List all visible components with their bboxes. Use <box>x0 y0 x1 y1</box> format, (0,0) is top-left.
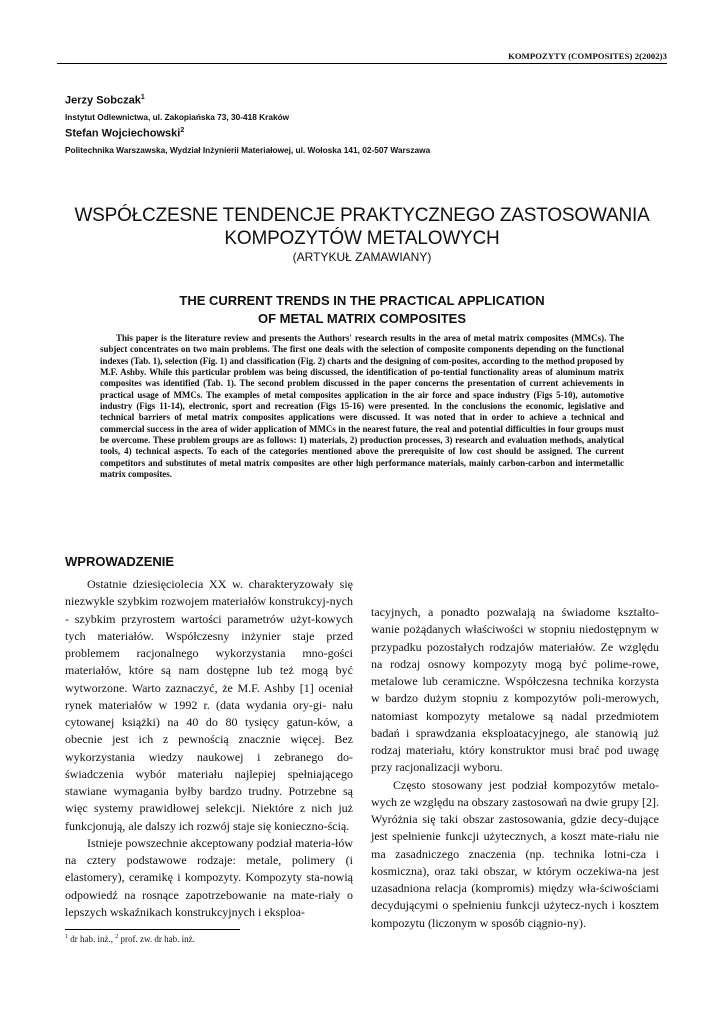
author-mark-2: 2 <box>180 127 185 134</box>
title-line-1: WSPÓŁCZESNE TENDENCJE PRAKTYCZNEGO ZASTOSOWANIA <box>74 205 650 226</box>
footnote <box>65 934 195 944</box>
left-column <box>65 576 353 921</box>
english-title-line-1: THE CURRENT TRENDS IN THE PRACTICAL APPLICATION <box>179 293 545 308</box>
body-paragraph: tacyjnych, a ponadto pozwalają na świadome kształto-wanie pożądanych właściwości w stopniu niedostępnym w przypadku pozostałych rodzajów materiałów. Ze względu na rodzaj osnowy kompozyty mogą być polime-rowe, metalowe lub ceramiczne. Współczesna technika korzysta w bardzo dużym stopniu z kompozytów poli-merowych, natomiast kompozyty metalowe są nadal przedmiotem badań i sprawdzania eksploatacyjnego, ale stanowią już rodzaj materiału, który konstruktor musi brać pod uwagę przy racjonalizacji wyboru. <box>371 605 659 775</box>
journal-header: KOMPOZYTY (COMPOSITES) 2(2002)3 <box>508 51 667 61</box>
footnote-text-2: prof. zw. dr hab. inż. <box>118 934 195 944</box>
body-paragraph: Istnieje powszechnie akceptowany podział materia-łów na cztery podstawowe rodzaje: metale, polimery (i elastomery), ceramikę i kompozyty. Kompozyty sta-nowią odpowiedź na rosnące zapotrzebowanie na mate-riały o lepszych wskaźnikach konstrukcyjnych i eksploa- <box>65 835 353 919</box>
title-subtitle: (ARTYKUŁ ZAMAWIANY) <box>292 250 432 264</box>
english-title-line-2: OF METAL MATRIX COMPOSITES <box>258 311 466 326</box>
author-name-2: Stefan Wojciechowski$^2$ <box>65 127 185 140</box>
footnote-mark-2: 2 <box>115 934 119 940</box>
author-mark-1: 1 <box>140 94 145 101</box>
author-affiliation-2: Politechnika Warszawska, Wydział Inżynierii Materiałowej, ul. Wołoska 141, 02-507 Warszawa <box>65 145 431 155</box>
right-column <box>371 604 659 932</box>
body-paragraph: Często stosowany jest podział kompozytów metalo-wych ze względu na obszary zastosowań na dwie grupy [2]. Wyróżnia się taki obszar zastosowania, gdzie decy-dujące jest spełnienie funkcji użytecznych, a koszt mate-riału nie ma zasadniczego znaczenia (np. technika lotni-cza i kosmiczna), oraz taki obszar, w którym oczekiwa-na jest uzasadniona relacja (kompromis) między wła-ściwościami decydującymi o spełnieniu funkcji użytecz-nych i kosztem kompozytu (liczonym w sposób ciągnio-ny). <box>371 777 659 930</box>
section-heading: WPROWADZENIE <box>65 554 175 569</box>
header-rule <box>57 63 667 64</box>
footnote-mark-1: 1 <box>65 934 68 940</box>
title-line-2: KOMPOZYTÓW METALOWYCH <box>224 228 500 249</box>
footnote-rule <box>65 929 240 930</box>
body-paragraph: Ostatnie dziesięciolecia XX w. charakteryzowały się niezwykle szybkim rozwojem materiałów konstrukcyj-nych - szybkim przyrostem wartości parametrów użyt-kowych tych materiałów. Współczesny inżynier staje przed problemem racjonalnego wykorzystania mno-gości materiałów, które są nam dostępne lub też mogą być wytworzone. Warto zaznaczyć, że M.F. Ashby [1] oceniał rynek materiałów w 1992 r. (data wydania ory-gi- nału cytowanej książki) na 40 do 80 tysięcy gatun-ków, a obecnie jest ich z pewnością znacznie więcej. Bez wykorzystania wiedzy naukowej i zebranego do-świadczenia wybór materiału najlepiej spełniającego stawiane wymagania byłby bardzo trudny. Potrzebne są więc systemy prawidłowej selekcji. Niektóre z nich już funkcjonują, ale dalszy ich rozwój staje się konieczno-ścią. <box>65 577 353 833</box>
footnote-text-1: dr hab. inż., <box>68 934 116 944</box>
abstract: This paper is the literature review and presents the Authors' research results in the area of metal matrix composites (MMCs). The subject concentrates on two main problems. The first one deals with the selection of composite components depending on the functional indexes (Tab. 1), selection (Fig. 1) and classification (Fig. 2) charts and the designing of com-posites, according to the method proposed by M.F. Ashby. While this particular problem was being discussed, the identification of po-tential functionality areas of aluminum matrix composites was identified (Tab. 1). The second problem discussed in the paper concerns the presentation of current achievements in practical usage of MMCs. The examples of metal composites application in the air force and space industry (Figs 5-10), automotive industry (Figs 11-14), electronic, sport and recreation (Figs 15-16) were presented. In the conclusions the economic, legislative and technical barriers of metal matrix composites applications were discussed. It was noted that in order to achieve a technical and commercial success in the area of wider application of MMCs in the nearest future, the real and potential difficulties in four groups must be overcome. These problem groups are as follows: 1) materials, 2) production processes, 3) research and evaluation methods, analytical tools, 4) technical aspects. To each of the categories mentioned above the prerequisite of low cost should be assigned. The current competitors and substitutes of metal matrix composites are other high performance materials, mainly carbon-carbon and intermetallic matrix composites. <box>100 333 624 480</box>
author-name-1: Jerzy Sobczak$^1$ <box>65 94 145 107</box>
author-affiliation-1: Instytut Odlewnictwa, ul. Zakopiańska 73, 30-418 Kraków <box>65 112 290 122</box>
